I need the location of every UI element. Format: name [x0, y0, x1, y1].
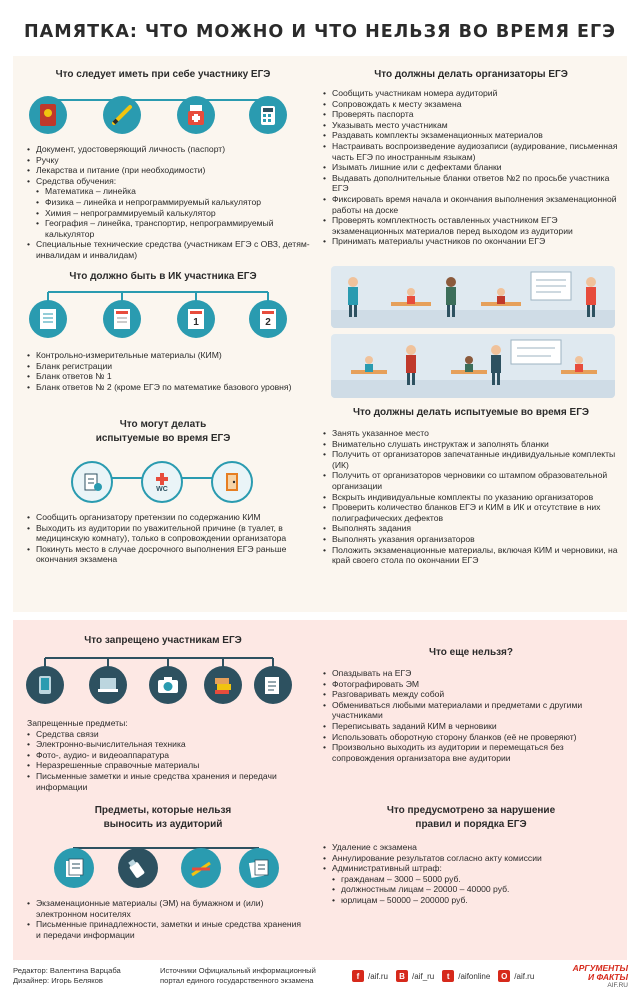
- forbidden-list: [27, 718, 317, 792]
- list-item: • География – линейка, транспортир, непрограммируемый калькулятор: [27, 218, 317, 239]
- list-item: • Обмениваться любыми материалами и предметами с другими участниками: [323, 700, 623, 721]
- can-do-heading-line1: Что могут делать: [119, 419, 207, 430]
- logo-line2: И ФАКТЫ: [588, 972, 628, 982]
- logo-line1: АРГУМЕНТЫ: [572, 963, 628, 973]
- list-item: • Средства обучения:: [27, 176, 317, 187]
- organizers-heading: Что должны делать организаторы ЕГЭ: [374, 69, 568, 80]
- registration-form-icon: [103, 300, 141, 338]
- list-item: • Сообщить организатору претензии по содержанию КИМ: [27, 512, 317, 523]
- list-item: • Бланк ответов № 1: [27, 371, 317, 382]
- list-item: • Проверять комплектность оставленных участником ЕГЭ экзаменационных материалов перед выходом из аудитории: [323, 215, 623, 236]
- credits: [13, 966, 121, 986]
- also-not-list: [323, 668, 623, 763]
- exit-door-icon: [211, 461, 253, 503]
- list-item: • Указывать место участникам: [323, 120, 623, 131]
- list-item: • Изымать лишние или с дефектами бланки: [323, 162, 623, 173]
- wc-label: WC: [156, 485, 168, 493]
- penalty-heading-line1: Что предусмотрено за нарушение: [386, 805, 556, 816]
- classroom-illustration-2: [331, 334, 615, 398]
- social-link-ok[interactable]: /aif.ru: [514, 971, 535, 981]
- list-item: • Внимательно слушать инструктаж и заполнять бланки: [323, 439, 623, 450]
- classroom-illustration-1: [331, 266, 615, 328]
- carry-heading: Что следует иметь при себе участнику ЕГЭ: [55, 69, 271, 80]
- list-item: • Фотографировать ЭМ: [323, 679, 623, 690]
- organizers-list: [323, 88, 623, 247]
- sources: [160, 966, 350, 986]
- passport-icon: [29, 96, 67, 134]
- complaint-icon: [71, 461, 113, 503]
- no-removal-heading-line1: Предметы, которые нельзя: [94, 805, 232, 816]
- list-item: • Вскрыть индивидуальные комплекты по указанию организаторов: [323, 492, 623, 503]
- list-item: • Проверить количество бланков ЕГЭ и КИМ в ИК и отсутствие в них полиграфических дефектов: [323, 502, 623, 523]
- list-item: • Письменные заметки и иные средства хранения и передачи информации: [27, 771, 317, 792]
- list-item: • Ручку: [27, 155, 317, 166]
- list-item: • Выполнять указания организаторов: [323, 534, 623, 545]
- list-item: • Произвольно выходить из аудитории и перемещаться без сопровождения организатора вне аудитории: [323, 742, 623, 763]
- list-item: • Использовать оборотную сторону бланков (её не проверяют): [323, 732, 623, 743]
- exam-materials-icon: [54, 848, 94, 888]
- list-item: • Экзаменационные материалы (ЭМ) на бумажном и (или) электронном носителях: [27, 898, 303, 919]
- list-item: • Документ, удостоверяющий личность (паспорт): [27, 144, 317, 155]
- list-item: • Письменные принадлежности, заметки и иные средства хранения и передачи информации: [27, 919, 303, 940]
- list-item: • должностным лицам – 20000 – 40000 руб.: [323, 884, 623, 895]
- answer-sheet-1-label: 1: [193, 317, 199, 328]
- page-title: ПАМЯТКА: ЧТО МОЖНО И ЧТО НЕЛЬЗЯ ВО ВРЕМЯ ЕГЭ: [24, 22, 616, 42]
- answer-sheet-1-icon: [177, 300, 215, 338]
- list-item: • Сопровождать к месту экзамена: [323, 99, 623, 110]
- vk-icon: В: [396, 970, 408, 982]
- medicine-icon: [177, 96, 215, 134]
- kit-heading: Что должно быть в ИК участника ЕГЭ: [69, 271, 257, 282]
- medical-wc-icon: [141, 461, 183, 503]
- also-not-heading: Что еще нельзя?: [428, 647, 514, 658]
- social-link-twitter[interactable]: /aifonline: [458, 971, 491, 981]
- list-item: • Специальные технические средства (участникам ЕГЭ с ОВЗ, детям-инвалидам и инвалидам): [27, 239, 317, 260]
- list-intro: Запрещенные предметы:: [27, 718, 128, 728]
- notes-icon: [254, 666, 292, 704]
- list-item: • Положить экзаменационные материалы, включая КИМ и черновики, на край своего стола по окончании ЕГЭ: [323, 545, 623, 566]
- list-item: • Неразрешенные справочные материалы: [27, 760, 317, 771]
- list-item: • Фиксировать время начала и окончания выполнения экзаменационной работы на доске: [323, 194, 623, 215]
- forbidden-heading: Что запрещено участникам ЕГЭ: [84, 635, 242, 646]
- pen-icon: [103, 96, 141, 134]
- list-item: • Бланк ответов № 2 (кроме ЕГЭ по математике базового уровня): [27, 382, 317, 393]
- list-item: • Химия – непрограммируемый калькулятор: [27, 208, 317, 219]
- usb-drive-icon: [118, 848, 158, 888]
- books-icon: [204, 666, 242, 704]
- designer-credit: Дизайнер: Игорь Беляков: [13, 976, 103, 985]
- list-item: • Выходить из аудитории по уважительной причине (в туалет, в медицинскую комнату), только в сопровождении организатора: [27, 523, 317, 544]
- list-item: • Физика – линейка и непрограммируемый калькулятор: [27, 197, 317, 208]
- list-item: • Занять указанное место: [323, 428, 623, 439]
- penalty-heading: [321, 804, 621, 832]
- list-item: • Раздавать комплекты экзаменационных материалов: [323, 130, 623, 141]
- list-item: • Получить от организаторов запечатанные индивидуальные комплекты (ИК): [323, 449, 623, 470]
- pencils-icon: [181, 848, 221, 888]
- no-removal-heading-line2: выносить из аудиторий: [103, 819, 223, 830]
- list-item: • Сообщить участникам номера аудиторий: [323, 88, 623, 99]
- list-item: • Выполнять задания: [323, 523, 623, 534]
- list-item: • Контрольно-измерительные материалы (КИМ): [27, 350, 317, 361]
- aif-logo: [562, 964, 628, 990]
- list-item: • Переписывать заданий КИМ в черновики: [323, 721, 623, 732]
- list-item: • Настраивать воспроизведение аудиозаписи (аудирование, письменная часть ЕГЭ по иностранным языкам): [323, 141, 623, 162]
- laptop-icon: [89, 666, 127, 704]
- list-item: • Разговаривать между собой: [323, 689, 623, 700]
- list-item: • Аннулирование результатов согласно акту комиссии: [323, 853, 623, 864]
- examinees-list: [323, 428, 623, 566]
- no-removal-heading: [43, 804, 283, 832]
- camera-icon: [149, 666, 187, 704]
- carry-list: [27, 144, 317, 261]
- list-item: • Проверять паспорта: [323, 109, 623, 120]
- kim-document-icon: [29, 300, 67, 338]
- list-item: • Математика – линейка: [27, 186, 317, 197]
- list-item: • Получить от организаторов черновики со штампом образовательной организации: [323, 470, 623, 491]
- list-item: • Покинуть место в случае досрочного выполнения ЕГЭ раньше окончания экзамена: [27, 544, 317, 565]
- penalty-list: [323, 842, 623, 906]
- list-item: • Принимать материалы участников по окончании ЕГЭ: [323, 236, 623, 247]
- answer-sheet-2-icon: [249, 300, 287, 338]
- social-link-vk[interactable]: /aif_ru: [412, 971, 435, 981]
- can-do-list: [27, 512, 317, 565]
- list-item: • Лекарства и питание (при необходимости): [27, 165, 317, 176]
- forbidden-panel: [13, 620, 627, 960]
- editor-credit: Редактор: Валентина Варцаба: [13, 966, 121, 975]
- can-do-heading-line2: испытуемые во время ЕГЭ: [95, 433, 231, 444]
- list-item: • Средства связи: [27, 729, 317, 740]
- list-item: • Электронно-вычислительная техника: [27, 739, 317, 750]
- sources-line2: портал единого государственного экзамена: [160, 976, 314, 985]
- twitter-icon: t: [442, 970, 454, 982]
- facebook-icon: f: [352, 970, 364, 982]
- no-removal-list: [27, 898, 303, 940]
- list-item: • Выдавать дополнительные бланки ответов №2 по просьбе участника ЕГЭ: [323, 173, 623, 194]
- sources-label: Источники: [160, 966, 197, 975]
- penalty-heading-line2: правил и порядка ЕГЭ: [415, 819, 527, 830]
- examinees-heading: Что должны делать испытуемые во время ЕГЭ: [353, 407, 589, 418]
- odnoklassniki-icon: О: [498, 970, 510, 982]
- logo-site: AIF.RU: [607, 982, 628, 989]
- phone-icon: [26, 666, 64, 704]
- list-item: • юрлицам – 50000 – 200000 руб.: [323, 895, 623, 906]
- can-do-heading: [63, 418, 263, 446]
- written-notes-icon: [239, 848, 279, 888]
- list-item: • гражданам – 3000 – 5000 руб.: [323, 874, 623, 885]
- list-item: • Фото-, аудио- и видеоаппаратура: [27, 750, 317, 761]
- answer-sheet-2-label: 2: [265, 317, 271, 328]
- kit-list: [27, 350, 317, 392]
- allowed-panel: [13, 56, 627, 612]
- calculator-ruler-icon: [249, 96, 287, 134]
- social-link-facebook[interactable]: /aif.ru: [368, 971, 389, 981]
- social-links: [352, 970, 534, 982]
- list-item: • Удаление с экзамена: [323, 842, 623, 853]
- list-item: • Опаздывать на ЕГЭ: [323, 668, 623, 679]
- sources-line1: Официальный информационный: [198, 966, 316, 975]
- list-item: • Бланк регистрации: [27, 361, 317, 372]
- list-item: • Административный штраф:: [323, 863, 623, 874]
